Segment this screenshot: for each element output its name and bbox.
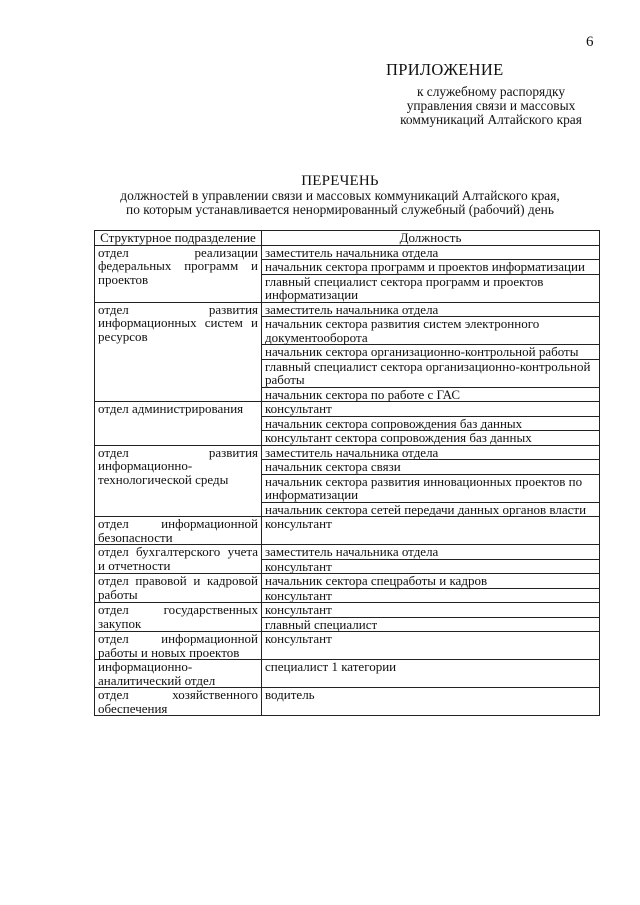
position-cell: начальник сектора организационно-контрольной работы (262, 345, 600, 360)
department-cell: отдел информационной работы и новых проектов (95, 632, 262, 660)
table-row (95, 517, 600, 545)
position-cell: начальник сектора по работе с ГАС (262, 387, 600, 402)
position-cell: начальник сектора развития систем электронного документооборота (262, 317, 600, 345)
position-cell: консультант (262, 588, 600, 603)
table-header-row (95, 231, 600, 246)
position-cell: специалист 1 категории (262, 660, 600, 688)
position-cell: начальник сектора сетей передачи данных органов власти (262, 502, 600, 517)
position-cell: консультант (262, 517, 600, 545)
position-cell: консультант (262, 402, 600, 417)
position-cell: главный специалист сектора организационно-контрольной работы (262, 359, 600, 387)
header-department: Структурное подразделение (95, 231, 262, 246)
table-row (95, 660, 600, 688)
department-cell: отдел развития информационно-технологической среды (95, 445, 262, 517)
department-cell: отдел развития информационных систем и ресурсов (95, 302, 262, 402)
position-cell: заместитель начальника отдела (262, 245, 600, 260)
position-cell: главный специалист (262, 617, 600, 632)
table-row (95, 245, 600, 260)
position-cell: заместитель начальника отдела (262, 302, 600, 317)
position-cell: начальник сектора развития инновационных проектов по информатизации (262, 474, 600, 502)
position-cell: заместитель начальника отдела (262, 445, 600, 460)
department-cell: отдел правовой и кадровой работы (95, 574, 262, 603)
department-cell: информационно-аналитический отдел (95, 660, 262, 688)
department-cell: отдел государственных закупок (95, 603, 262, 632)
table-row (95, 632, 600, 660)
table-row (95, 545, 600, 560)
position-cell: начальник сектора связи (262, 460, 600, 475)
table-row (95, 302, 600, 317)
department-cell: отдел информационной безопасности (95, 517, 262, 545)
position-cell: начальник сектора сопровождения баз данных (262, 416, 600, 431)
heading-title: ПЕРЕЧЕНЬ (301, 173, 379, 189)
appendix-title: ПРИЛОЖЕНИЕ (386, 60, 504, 79)
department-cell: отдел администрирования (95, 402, 262, 446)
heading-line-2: по которым устанавливается ненормированный служебный (рабочий) день (126, 201, 554, 217)
department-cell: отдел реализации федеральных программ и проектов (95, 245, 262, 302)
document-heading (60, 173, 620, 216)
appendix-block (386, 60, 596, 127)
position-cell: начальник сектора программ и проектов информатизации (262, 260, 600, 275)
position-cell: консультант сектора сопровождения баз данных (262, 431, 600, 446)
table-row (95, 603, 600, 618)
position-cell: заместитель начальника отдела (262, 545, 600, 560)
department-cell: отдел бухгалтерского учета и отчетности (95, 545, 262, 574)
table-row (95, 402, 600, 417)
header-position: Должность (262, 231, 600, 246)
position-cell: начальник сектора спецработы и кадров (262, 574, 600, 589)
position-cell: консультант (262, 603, 600, 618)
position-cell: главный специалист сектора программ и проектов информатизации (262, 274, 600, 302)
table-row (95, 574, 600, 589)
positions-table (94, 230, 600, 716)
heading-line-1: должностей в управлении связи и массовых коммуникаций Алтайского края, (120, 188, 560, 203)
position-cell: водитель (262, 688, 600, 716)
table-row (95, 688, 600, 716)
position-cell: консультант (262, 632, 600, 660)
table-row (95, 445, 600, 460)
appendix-subtitle: к служебному распорядку управления связи и массовых коммуникаций Алтайского края (400, 84, 582, 127)
position-cell: консультант (262, 559, 600, 574)
page-number: 6 (586, 34, 594, 50)
department-cell: отдел хозяйственного обеспечения (95, 688, 262, 716)
